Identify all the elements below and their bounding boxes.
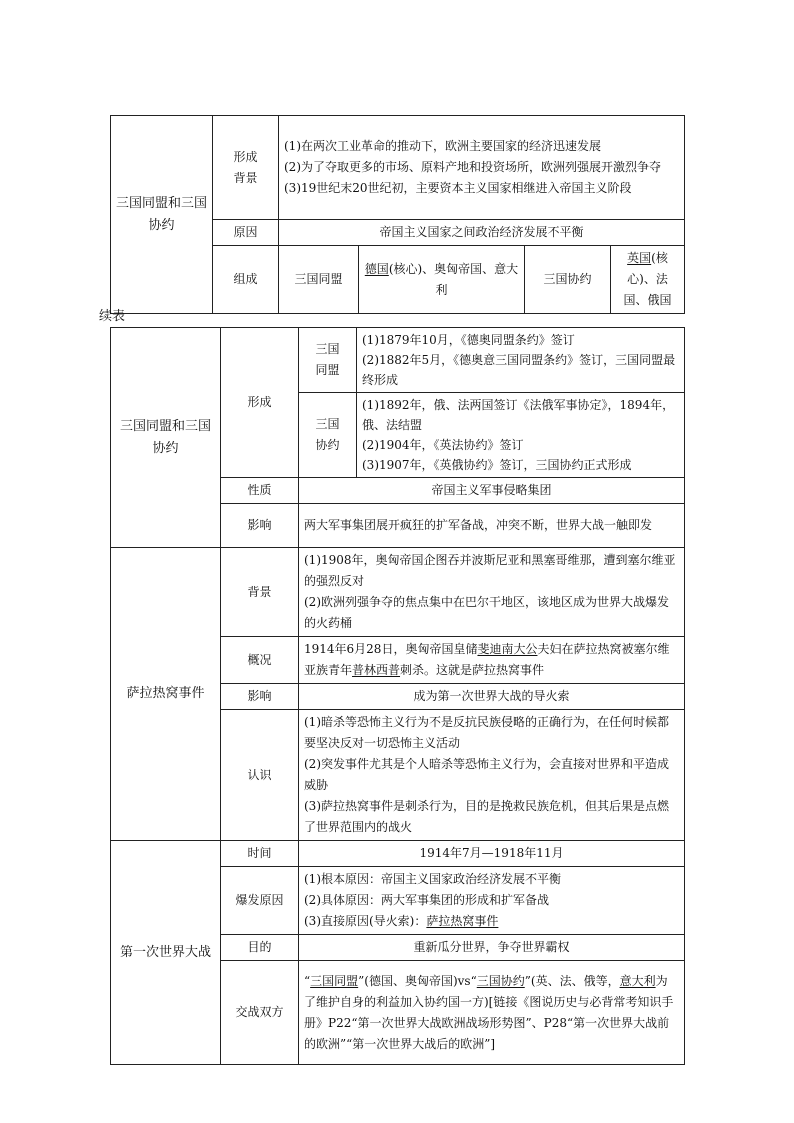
- nature-text: 帝国主义军事侵略集团: [299, 478, 685, 504]
- cause-line: (1)根本原因：帝国主义国家政治经济发展不平衡: [304, 872, 561, 886]
- background-line: (3)19世纪末20世纪初，主要资本主义国家相继进入帝国主义阶段: [284, 181, 632, 195]
- cognition-label: 认识: [221, 710, 299, 841]
- time-text: 1914年7月—1918年11月: [299, 841, 685, 867]
- overview-label: 概况: [221, 637, 299, 684]
- topic-alliances: 三国同盟和三国协约: [111, 116, 213, 314]
- background-line: (1)1908年，奥匈帝国企图吞并波斯尼亚和黑塞哥维那，遭到塞尔维亚的强烈反对: [304, 553, 676, 588]
- background-label: 形成 背景: [213, 116, 279, 220]
- topic-sarajevo: 萨拉热窝事件: [111, 548, 221, 841]
- cognition-line: (2)突发事件尤其是个人暗杀等恐怖主义行为，会直接对世界和平造成威胁: [304, 757, 670, 792]
- cognition-line: (3)萨拉热窝事件是刺杀行为，目的是挽救民族危机，但其后果是点燃了世界范围内的战火: [304, 799, 670, 834]
- impact-text: 成为第一次世界大战的导火索: [299, 684, 685, 710]
- purpose-text: 重新瓜分世界，争夺世界霸权: [299, 935, 685, 961]
- overview-text: 1914年6月28日，奥匈帝国皇储斐迪南大公夫妇在萨拉热窝被塞尔维亚族青年普林西普刺杀。这就是萨拉热窝事件: [299, 637, 685, 684]
- triple-alliance-label: 三国同盟: [279, 246, 359, 314]
- background-cell: [279, 116, 685, 220]
- cause-cell: [299, 867, 685, 935]
- time-label: 时间: [221, 841, 299, 867]
- continued-table: [110, 327, 685, 1065]
- topic-wwi: 第一次世界大战: [111, 841, 221, 1065]
- triple-entente-formation: [357, 393, 685, 478]
- formation-line: (3)1907年，《英俄协约》签订，三国协约正式形成: [362, 458, 632, 472]
- triple-alliance-formation: [357, 328, 685, 393]
- belligerents-label: 交战双方: [221, 961, 299, 1065]
- background-line: (2)欧洲列强争夺的焦点集中在巴尔干地区，该地区成为世界大战爆发的火药桶: [304, 595, 670, 630]
- background-line: (1)在两次工业革命的推动下，欧洲主要国家的经济迅速发展: [284, 139, 602, 153]
- formation-line: (2)1904年，《英法协约》签订: [362, 438, 524, 452]
- cause-label: 爆发原因: [221, 867, 299, 935]
- triple-alliance-members: 德国(核心)、奥匈帝国、意大利: [359, 246, 525, 314]
- formation-label: 形成: [221, 328, 299, 478]
- reason-label: 原因: [213, 220, 279, 246]
- purpose-label: 目的: [221, 935, 299, 961]
- triple-entente-label: 三国协约: [525, 246, 611, 314]
- cause-line: (3)直接原因(导火索)：萨拉热窝事件: [304, 914, 499, 928]
- triple-entente-members: 英国(核心)、法国、俄国: [611, 246, 685, 314]
- nature-label: 性质: [221, 478, 299, 504]
- formation-line: (2)1882年5月，《德奥意三国同盟条约》签订，三国同盟最终形成: [362, 353, 676, 387]
- reason-text: 帝国主义国家之间政治经济发展不平衡: [279, 220, 685, 246]
- cause-line: (2)具体原因：两大军事集团的形成和扩军备战: [304, 893, 549, 907]
- belligerents-text: “三国同盟”(德国、奥匈帝国)vs“三国协约”(英、法、俄等，意大利为了维护自身的利益加入协约国一方)[链接《图说历史与必背常考知识手册》P22“第一次世界大战欧洲战场形势图”、P28“第一次世界大战前的欧洲”“第一次世界大战后的欧洲”]: [299, 961, 685, 1065]
- continued-label: 续表: [99, 309, 126, 324]
- impact-text: 两大军事集团展开疯狂的扩军备战，冲突不断，世界大战一触即发: [299, 504, 685, 548]
- triple-alliance-label: 三国 同盟: [299, 328, 357, 393]
- background-cell: [299, 548, 685, 637]
- composition-label: 组成: [213, 246, 279, 314]
- topic-alliances: 三国同盟和三国协约: [111, 328, 221, 548]
- triple-entente-label: 三国 协约: [299, 393, 357, 478]
- cognition-line: (1)暗杀等恐怖主义行为不是反抗民族侵略的正确行为，在任何时候都要坚决反对一切恐怖主义活动: [304, 715, 670, 750]
- alliance-formation-table: [110, 115, 685, 314]
- formation-line: (1)1879年10月，《德奥同盟条约》签订: [362, 333, 575, 347]
- impact-label: 影响: [221, 504, 299, 548]
- background-label: 背景: [221, 548, 299, 637]
- cognition-cell: [299, 710, 685, 841]
- formation-line: (1)1892年，俄、法两国签订《法俄军事协定》，1894年，俄、法结盟: [362, 398, 675, 432]
- background-line: (2)为了夺取更多的市场、原料产地和投资场所，欧洲列强展开激烈争夺: [284, 160, 662, 174]
- impact-label: 影响: [221, 684, 299, 710]
